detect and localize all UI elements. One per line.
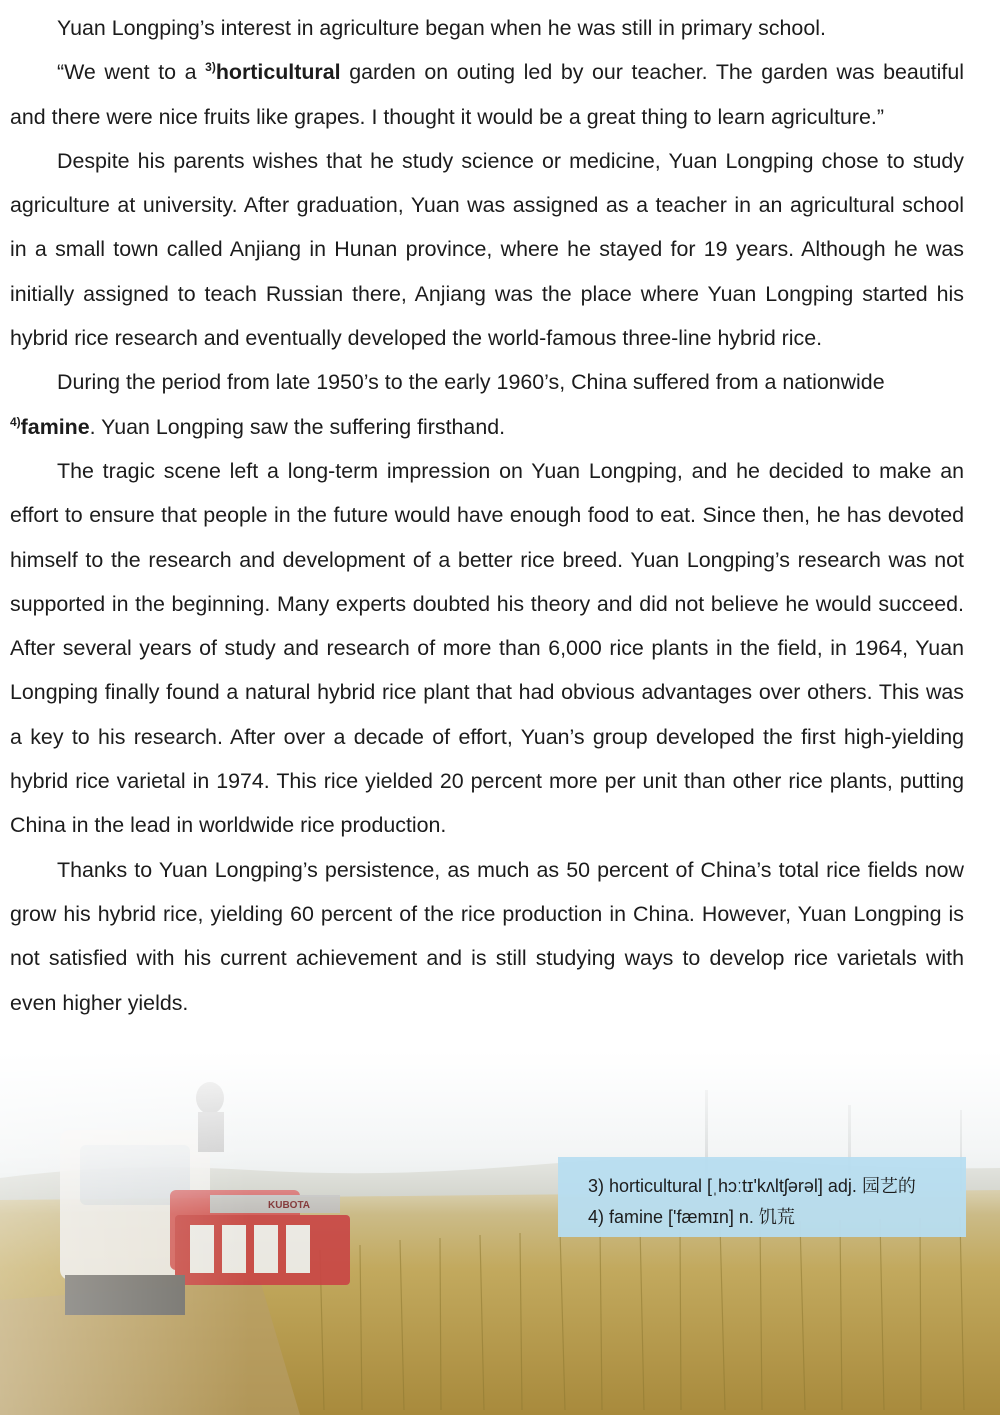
- footnote-marker-4: 4): [10, 414, 21, 429]
- paragraph-2-text-after: garden on outing led by our teacher. The garden was beautiful and there were nice fruits like grapes. I thought it would be a great thing to learn agriculture.”: [10, 60, 964, 129]
- glossary-item-famine: 4) famine ['fæmɪn] n. 饥荒: [588, 1207, 795, 1227]
- paragraph-2: [10, 50, 964, 139]
- glossary-item-horticultural: 3) horticultural [ˌhɔːtɪ'kʌltʃərəl] adj. 园艺的: [588, 1176, 916, 1196]
- paragraph-6: Thanks to Yuan Longping’s persistence, as much as 50 percent of China’s total rice fields now grow his hybrid rice, yielding 60 percent of the rice production in China. However, Yuan Longping is not satisfied with his current achievement and is still studying ways to develop rice varietals with even higher yields.: [10, 857, 964, 1015]
- paragraph-3: Despite his parents wishes that he study science or medicine, Yuan Longping chose to study agriculture at university. After graduation, Yuan was assigned as a teacher in an agricultural school in a small town called Anjiang in Hunan province, where he stayed for 19 years. Although he was initially assigned to teach Russian there, Anjiang was the place where Yuan Longping started his hybrid rice research and eventually developed the world-famous three-line hybrid rice.: [10, 148, 964, 351]
- paragraph-4-continued: [10, 405, 964, 449]
- article-body: [10, 6, 964, 1025]
- footnote-marker-3: 3): [205, 60, 216, 75]
- paragraph-1: Yuan Longping’s interest in agriculture began when he was still in primary school.: [57, 16, 826, 40]
- vocab-term-famine: famine: [20, 414, 90, 439]
- paragraph-4: During the period from late 1950’s to the early 1960’s, China suffered from a nationwide: [57, 370, 885, 395]
- paragraph-2-text-before: “We went to a: [57, 60, 206, 85]
- vocabulary-glossary-box: [558, 1157, 966, 1237]
- paragraph-4-text-after: . Yuan Longping saw the suffering firsthand.: [89, 414, 506, 439]
- vocab-term-horticultural: horticultural: [215, 60, 341, 85]
- paragraph-5: The tragic scene left a long-term impression on Yuan Longping, and he decided to make an effort to ensure that people in the future would have enough food to eat. Since then, he has devoted himself to the research and development of a better rice breed. Yuan Longping’s research was not supported in the beginning. Many experts doubted his theory and did not believe he would succeed. After several years of study and research of more than 6,000 rice plants in the field, in 1964, Yuan Longping finally found a natural hybrid rice plant that had obvious advantages over others. This was a key to his research. After over a decade of effort, Yuan’s group developed the first high-yielding hybrid rice varietal in 1974. This rice yielded 20 percent more per unit than other rice plants, putting China in the lead in worldwide rice production.: [10, 458, 964, 838]
